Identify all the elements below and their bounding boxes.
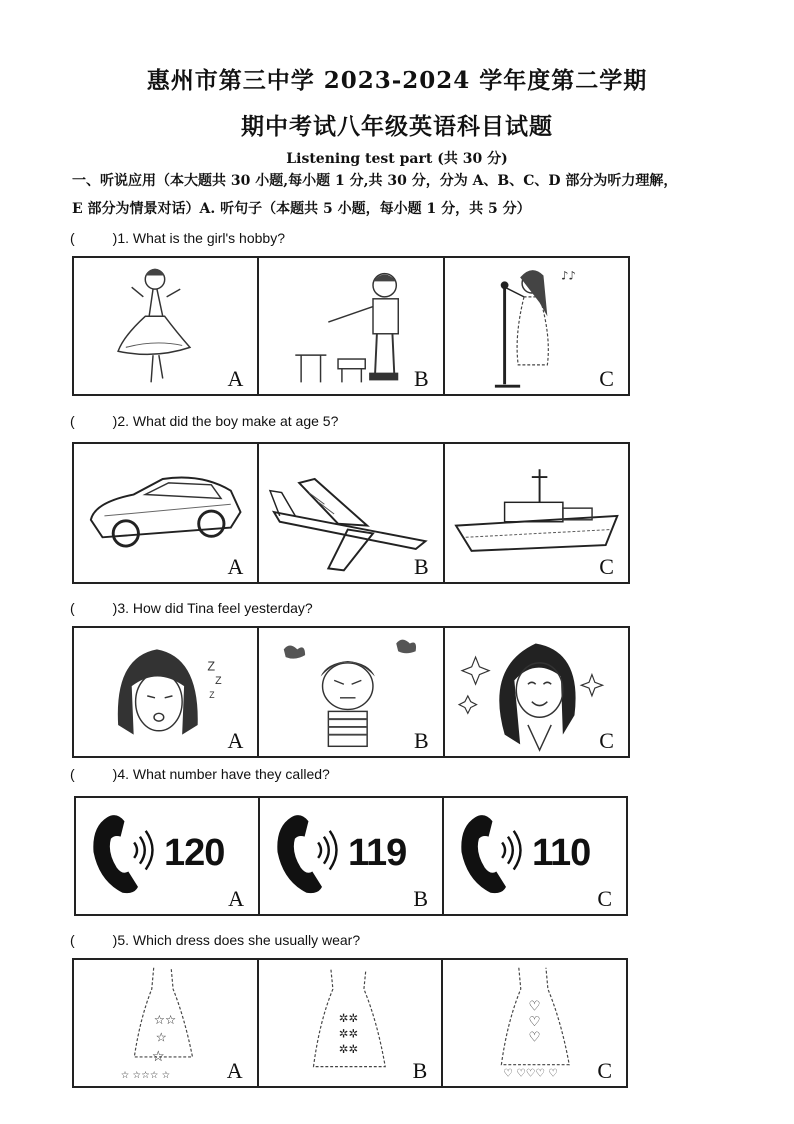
option-letter: B [413, 366, 429, 391]
question-3-options [72, 626, 630, 758]
option-b-plane-image[interactable] [259, 444, 444, 582]
svg-text:♡: ♡ [528, 1029, 542, 1046]
option-letter: A [226, 1058, 243, 1083]
svg-text:Z: Z [215, 675, 222, 688]
answer-paren-open: ( [70, 230, 75, 246]
answer-paren-open: ( [70, 413, 75, 429]
question-text: 2. What did the boy make at age 5? [117, 413, 339, 429]
option-letter: B [413, 728, 429, 753]
option-letter: A [227, 554, 244, 579]
option-letter: C [599, 366, 614, 391]
question-text: 1. What is the girl's hobby? [117, 230, 285, 246]
answer-paren-open: ( [70, 932, 75, 948]
option-b-angry-face-image[interactable] [259, 628, 444, 756]
question-text: 5. Which dress does she usually wear? [117, 932, 361, 948]
option-letter: B [412, 1058, 428, 1083]
svg-text:Z: Z [209, 689, 215, 700]
svg-text:♡ ♡♡♡ ♡: ♡ ♡♡♡ ♡ [503, 1066, 559, 1080]
svg-text:♡: ♡ [528, 998, 542, 1015]
svg-text:✲✲: ✲✲ [338, 1042, 358, 1057]
answer-paren-close: ) [112, 932, 118, 948]
exam-title-line2: 期中考试八年级英语科目试题 [241, 113, 553, 140]
option-letter: C [599, 728, 614, 753]
question-3 [70, 600, 313, 616]
svg-text:☆☆: ☆☆ [153, 1011, 177, 1027]
option-c-phone-110[interactable] [444, 798, 626, 914]
svg-text:☆: ☆ [155, 1029, 167, 1045]
option-letter: A [227, 728, 244, 753]
option-letter: A [227, 366, 244, 391]
answer-paren-close: ) [112, 413, 118, 429]
option-c-singing-girl-image[interactable] [445, 258, 628, 394]
svg-text:♪♪: ♪♪ [560, 268, 576, 283]
option-letter: B [413, 554, 429, 579]
svg-text:✲✲: ✲✲ [338, 1026, 358, 1041]
option-a-car-image[interactable] [74, 444, 259, 582]
option-c-happy-face-image[interactable] [445, 628, 628, 756]
svg-text:Z: Z [207, 659, 216, 674]
option-a-star-dress-image[interactable] [74, 960, 259, 1086]
emergency-number: 120 [164, 832, 225, 874]
question-4-options [74, 796, 628, 916]
answer-paren-open: ( [70, 600, 75, 616]
question-1-options [72, 256, 630, 396]
exam-title-line1: 惠州市第三中学 2023-2024 学年度第二学期 [146, 67, 648, 94]
option-a-tired-face-image[interactable] [74, 628, 259, 756]
option-letter: B [413, 886, 428, 911]
answer-paren-open: ( [70, 766, 75, 782]
question-5 [70, 932, 360, 948]
emergency-number: 110 [532, 832, 591, 874]
question-2 [70, 413, 338, 429]
instruction-line1: 一、听说应用（本大题共 30 小题,每小题 1 分,共 30 分，分为 A、B、C、D 部分为听力理解， [72, 173, 678, 189]
answer-paren-close: ) [112, 230, 118, 246]
svg-text:✲✲: ✲✲ [338, 1011, 358, 1026]
option-letter: A [228, 886, 244, 911]
option-letter: C [599, 554, 614, 579]
question-text: 4. What number have they called? [117, 766, 330, 782]
option-letter: C [597, 1058, 613, 1083]
answer-paren-close: ) [112, 600, 118, 616]
emergency-number: 119 [348, 832, 407, 874]
question-1 [70, 230, 285, 246]
option-a-phone-120[interactable] [76, 798, 260, 914]
question-2-options [72, 442, 630, 584]
option-b-flower-dress-image[interactable] [259, 960, 444, 1086]
question-4 [70, 766, 330, 782]
option-b-phone-119[interactable] [260, 798, 444, 914]
answer-paren-close: ) [112, 766, 118, 782]
option-letter: C [597, 886, 612, 911]
option-a-dancing-girl-image[interactable] [74, 258, 259, 394]
option-c-heart-dress-image[interactable] [443, 960, 626, 1086]
svg-text:☆ ☆☆☆ ☆: ☆ ☆☆☆ ☆ [120, 1070, 171, 1082]
question-text: 3. How did Tina feel yesterday? [117, 600, 313, 616]
option-b-painting-boy-image[interactable] [259, 258, 444, 394]
question-5-options [72, 958, 628, 1088]
option-c-ship-image[interactable] [445, 444, 628, 582]
instruction-line2: E 部分为情景对话）A. 听句子（本题共 5 小题，每小题 1 分，共 5 分） [72, 201, 531, 217]
part-title: Listening test part (共 30 分) [286, 151, 508, 167]
svg-text:☆: ☆ [151, 1048, 165, 1065]
svg-text:♡: ♡ [528, 1013, 542, 1030]
